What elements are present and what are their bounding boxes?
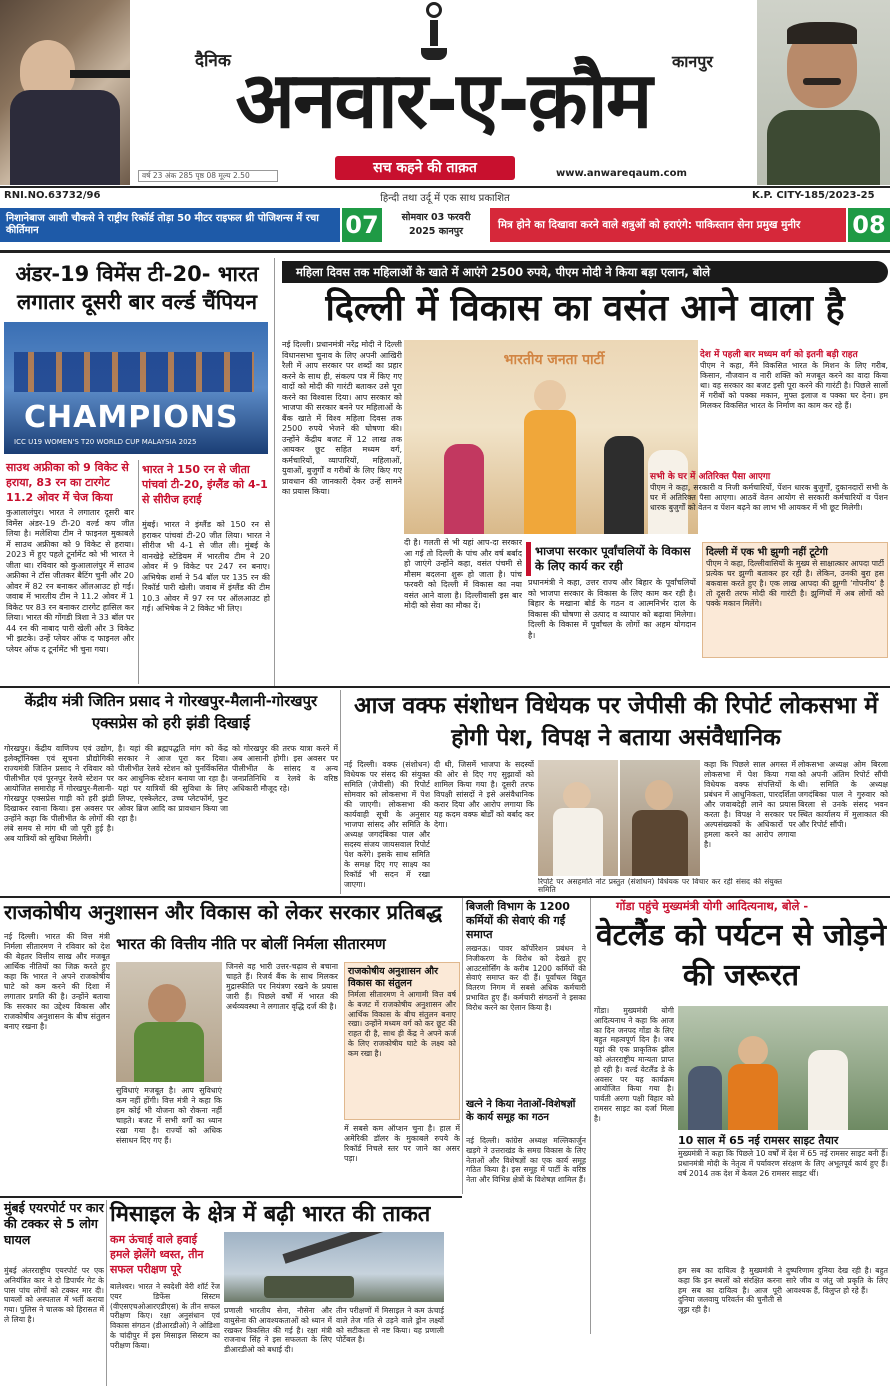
wetland-body: गोंडा। मुख्यमंत्री योगी आदित्यनाथ ने कहा कि आज का दिन जनपद गोंडा के लिए बहुत महत्वपूर्ण दिन है। जब यहां की एक प्राकृतिक झील को अंतरराष्ट्रीय मान्यता प्राप्त हो रही है। वर्ल्ड वेटलैंड डे के अवसर पर यह कार्यक्रम आयोजित किया गया है। पार्वती अरगा पक्षी विहार को रामसर साइट का दर्जा मिला है। <box>594 1006 674 1123</box>
issue-info-strip <box>138 170 278 182</box>
masthead-emblem <box>420 2 448 64</box>
u19-body2: मुंबई। भारत ने इंग्लैंड को 150 रन से हराकर पांचवां टी-20 जीत लिया। भारत ने सीरीज भी 4-1 से जीत ली। मुंबई के वानखेड़े स्टेडियम में भारतीय टीम ने 20 ओवर में 9 विकेट पर 247 रन बनाए। अभिषेक शर्मा ने 54 बॉल पर 135 रन की रिकॉर्ड पारी खेली। जवाब में इंग्लैंड की टीम 10.3 ओवर में 97 रन पर ऑलआउट हो गई। अभिषेक ने 2 विकेट भी लिए। <box>142 520 270 613</box>
waqf-caption: रिपोर्ट पर असहमति नोट प्रस्तुत (संशोधन) विधेयक पर विचार कर रही संसद की संयुक्त समिति <box>538 878 782 894</box>
fiscal-subhead: भारत की वित्तीय नीति पर बोलीं निर्मला सीतारमण <box>116 935 386 953</box>
masthead-tagline: सच कहने की ताक़त <box>335 156 515 180</box>
ramsar-box <box>678 1134 888 1262</box>
mumbai-headline: मुंबई एयरपोर्ट पर कार की टक्कर से 5 लोग घायल <box>4 1200 104 1247</box>
shooter-photo <box>0 0 130 185</box>
middle-class-body: पीएम ने कहा, मैंने विकसित भारत के मिशन के लिए गरीब, किसान, नौजवान व नारी शक्ति को मजबूत करने का वादा किया था। वह सरकार का बजट इसी पूरा करने की गारंटी है। पिछले सालों में गरीबों को पक्का मकान, मुफ्त इलाज व पक्का घर देना। हम मिलकर विकसित भारत के निर्माण का काम कर रहे हैं। <box>700 361 888 410</box>
women-day-kicker <box>282 261 888 283</box>
masthead-rule <box>0 186 890 188</box>
kp-city-number: K.P. CITY-185/2023-25 <box>752 190 875 201</box>
purvanchal-head: भाजपा सरकार पूर्वांचलियों के विकास के लिए कार्य कर रही <box>526 542 698 576</box>
kharge-body: नई दिल्ली। कांग्रेस अध्यक्ष मल्लिकार्जुन खड़गे ने उत्तराखंड के समग्र विकास के लिए नेताओं और विशेषज्ञों का एक कार्य समूह गठित किया है। इस समूह में पार्टी के वरिष्ठ नेता और विभिन्न क्षेत्रों के विशेषज्ञ शामिल हैं। <box>466 1136 586 1185</box>
purvanchal-box <box>526 542 698 658</box>
general-portrait-photo <box>757 0 890 185</box>
masthead-prefix: दैनिक <box>195 51 231 71</box>
jhuggi-box <box>702 542 888 658</box>
fiscal-headline: राजकोषीय अनुशासन और विकास को लेकर सरकार प्रतिबद्ध <box>4 900 443 924</box>
waqf-body3: कहा कि पिछले साल अगस्त में लोकसभा में पेश किया गया विधेयक वक्फ संपत्तियों के प्रबंधन में आधुनिकता, पारदर्शिता और जवाबदेही लाने का प्रयास करता है। विपक्ष ने सरकार पर अल्पसंख्यकों के अधिकारों पर हमला करने का आरोप लगाया है। <box>704 760 796 849</box>
u19-sub1: साउथ अफ्रीका को 9 विकेट से हराया, 83 रन का टारगेट 11.2 ओवर में चेज किया <box>6 461 129 504</box>
waqf-photo-1 <box>538 760 618 876</box>
delhi-body2: दी है। गलती से भी यहां आप-दा सरकार आ गई तो दिल्ली के पांच और वर्ष बर्बाद हो जाएंगे उन्होंने कहा, वसंत पंचमी से मौसम बदलना शुरू हो जाता है। पांच फरवरी को दिल्ली में विकास का नया वसंत आने वाला है। दिल्लीवासी इस बार मोदी को सेवा का मौका दें। <box>404 538 522 610</box>
purvanchal-body: प्रधानमंत्री ने कहा, उत्तर राज्य और बिहार के पूर्वांचलियों को भाजपा सरकार के विकास के लिए काम कर रही है। बिहार के मखाना बोर्ड के गठन व आत्मनिर्भर दाल के विकास की घोषणा से उत्पाद व व्यापार को बढ़ावा मिलेगा। दिल्ली के विकास में पूर्वांचल के लोगों का अहम योगदान है। <box>528 578 696 640</box>
waqf-body4: लोकसभा अध्यक्ष ओम बिरला को अपनी अंतिम रिपोर्ट सौंपी थी। समिति के अध्यक्ष जगदंबिका पाल ने गुरुवार को बिरला से उनके संसद भवन स्थित कार्यालय में मुलाकात की और रिपोर्ट सौंपी। <box>798 760 888 829</box>
ticker-left[interactable] <box>0 208 340 242</box>
website-link[interactable]: www.anwareqaum.com <box>556 168 687 179</box>
ticker-right-num: 08 <box>848 208 890 242</box>
fiscal-box <box>344 962 460 1120</box>
bijli-rule <box>590 898 591 1334</box>
bijli-headline: बिजली विभाग के 1200 कर्मियों की सेवाएं की गईं समाप्त <box>466 900 570 941</box>
gorakhpur-body2: है। यहां की ब्रह्मपद्धति मांग को केंद्र सरकार ने आज पूरा कर दिया। पीलीभीत रेलवे स्टेशन को पुनर्विकसित कर आधुनिक स्टेशन बनाया जा रहा है। यहां पर यात्रियों की सुविधा के लिए लिफ्ट, एस्केलेटर, उच्च प्लेटफॉर्म, फुट ओवर ब्रिज आदि का प्रावधान किया जा रहा है। <box>118 744 228 823</box>
jhuggi-body: पीएम ने कहा, दिल्लीवासियों के मुख्य से साक्षात्कार आपदा पार्टी प्रत्येक घर झुग्गी बताकर हर रही है। लेकिन, उनकी बुरा हस बकवास करते हुए है। एक लाख आपदा की झुग्गी ‘गोपनीय’ है तो दूसरी तरफ मोदी की गारंटी है। झुग्गियों में अब लोगों को पक्के मकान मिलेंगे। <box>706 559 884 608</box>
mumbai-body: मुंबई अंतरराष्ट्रीय एयरपोर्ट पर एक अनियंत्रित कार ने दो डिपार्चर गेट के पास पांच लोगों को टक्कर मार दी। घायलों को अस्पताल में भर्ती कराया गया। पुलिस ने चालक को हिरासत में ले लिया है। <box>4 1266 104 1324</box>
ticker-left-num: 07 <box>342 208 382 242</box>
u19-inner-rule <box>138 460 139 684</box>
waqf-headline: आज वक्फ संशोधन विधेयक पर जेपीसी की रिपोर्ट लोकसभा में होगी पेश, विपक्ष ने बताया असंवैधानिक <box>353 693 879 751</box>
waqf-body: नई दिल्ली। वक्फ (संशोधन) विधेयक पर संसद की संयुक्त समिति (जेपीसी) की रिपोर्ट सोमवार को लोकसभा में पेश की जाएगी। लोकसभा की कार्यवाही सूची के अनुसार भाजपा सांसद और समिति के अध्यक्ष जगदंबिका पाल और सदस्य संजय जायसवाल रिपोर्ट पेश करेंगे। इसके साथ समिति के समक्ष दिए गए साक्ष्य का रिकॉर्ड भी सदन में रखा जाएगा। <box>344 760 430 889</box>
extra-money-body: पीएम ने कहा, सरकारी व निजी कर्मचारियों, पेंशन धारक बुजुर्गों, दुकानदारों सभी के घर में अतिरिक्त पैसा आएगा। आठवें वेतन आयोग से सरकारी कर्मचारियों व पेंशन धारक बुजुर्गों को वेतन व पेंशन बढ़ने का लाभ भी आयकर में भी छूट मिलेगी। <box>650 483 888 512</box>
fiscal-body: नई दिल्ली। भारत की वित्त मंत्री निर्मला सीतारमण ने रविवार को देश की बेहतर वित्तीय साख और मजबूत आर्थिक नीतियों का जिक्र करते हुए कहा कि भारत ने अपने राजकोषीय घाटे को कम करने की दिशा में लगातार प्रगति की है। उन्होंने बताया कि सरकार का उद्देश्य विकास और राजकोषीय अनुशासन के बीच संतुलन बनाए रखना है। <box>4 932 110 1031</box>
ticker-rule <box>0 250 890 253</box>
jhuggi-head: दिल्ली में एक भी झुग्गी नहीं टूटेगी <box>706 547 828 558</box>
u19-column-rule <box>274 258 275 686</box>
fiscal-rule <box>462 898 463 1194</box>
middle-class-head: देश में पहली बार मध्यम वर्ग को इतनी बड़ी राहत <box>700 350 858 360</box>
gorakhpur-headline: केंद्रीय मंत्री जितिन प्रसाद ने गोरखपुर-मैलानी-गोरखपुर एक्सप्रेस को हरी झंडी दिखाई <box>24 692 318 732</box>
masthead-title: अनवार-ए-क़ौम <box>235 56 651 146</box>
gorakhpur-body: गोरखपुर। केंद्रीय वाणिज्य एवं उद्योग, इलेक्ट्रॉनिक्स एवं सूचना प्रौद्योगिकी राज्यमंत्री जितिन प्रसाद ने रविवार को पीलीभीत एवं पूरनपुर रेलवे स्टेशन पर आयोजित समारोह में गोरखपुर-मैलानी-गोरखपुर एक्सप्रेस गाड़ी को हरी झंडी दिखाकर रवाना किया। इस अवसर पर उन्होंने कहा कि पीलीभीत के लोगों की लंबे समय से मांग थी जो पूरी हुई है। अब यात्रियों को सुविधा मिलेगी। <box>4 744 114 843</box>
delhi-body: नई दिल्ली। प्रधानमंत्री नरेंद्र मोदी ने दिल्ली विधानसभा चुनाव के लिए अपनी आखिरी रैली में आप सरकार पर शब्दों का प्रहार करने के साथ ही, संकल्प पत्र में किए गए वादों को मोदी की गारंटी बताकर उसे पूरा करने का विश्वास दिया। आप सरकार को भाजपा की सरकार बनने पर महिलाओं के बैंक खाते में विश्व महिला दिवस तक 2500 रुपये भेजने की घोषणा की। उन्होंने केंद्रीय बजट में 12 लाख तक आयकर छूट सहित मध्यम वर्ग, कर्मचारियों, व्यापारियों, महिलाओं, युवाओं, बुजुर्गों व गरीबों के लिए किए गए प्रावधान की जानकारी देकर उन्हें सामने का प्रयास किया। <box>282 340 402 496</box>
gorakhpur-body3: को गोरखपुर की तरफ यात्रा करने में अब आसानी होगी। इस अवसर पर पीलीभीत के सांसद व अन्य जनप्रतिनिधि व रेलवे के वरिष्ठ अधिकारी मौजूद रहे। <box>232 744 338 793</box>
sub-tagline: हिन्दी तथा उर्दू में एक साथ प्रकाशित <box>380 193 510 204</box>
fiscal-body3: जिनसे वह भारी उत्तर-चढ़ाव से बचाना चाहते हैं। रिजर्व बैंक के साथ मिलकर मुद्रास्फीति पर नियंत्रण रखने के प्रयास जारी हैं। पिछले वर्षों में भारत की अर्थव्यवस्था ने लगातार वृद्धि दर्ज की है। <box>226 962 338 1011</box>
photo-banner: भारतीय जनता पार्टी <box>503 352 605 368</box>
sitharaman-photo <box>116 962 222 1082</box>
waqf-photo-2 <box>620 760 700 876</box>
women-day-kicker-text: महिला दिवस तक महिलाओं के खाते में आएंगे 2500 रुपये, पीएम मोदी ने किया बड़ा एलान, बोले <box>296 264 711 279</box>
masthead-city: कानपुर <box>672 52 713 71</box>
ticker-date-day: सोमवार 03 फरवरी <box>401 212 471 223</box>
fiscal-box-head: राजकोषीय अनुशासन और विकास का संतुलन <box>348 966 438 989</box>
section-rule-1 <box>0 686 890 688</box>
mumbai-rule <box>106 1200 107 1386</box>
champions-subcaption: ICC U19 WOMEN'S T20 WORLD CUP MALAYSIA 2025 <box>14 438 197 446</box>
kharge-headline: खत्ने ने किया नेताओं-विशेषज्ञों के कार्य समूह का गठन <box>466 1099 576 1123</box>
section-rule-3 <box>0 1196 462 1198</box>
ticker-date <box>384 208 488 242</box>
u19-headline: अंडर-19 विमेंस टी-20- भारत लगातार दूसरी बार वर्ल्ड चैंपियन <box>15 262 259 314</box>
middle-class-box <box>700 350 888 468</box>
champions-caption: CHAMPIONS <box>24 400 239 435</box>
u19-sub2: भारत ने 150 रन से जीता पांचवां टी-20, इंग्लैंड को 4-1 से सीरीज हराई <box>142 463 268 506</box>
wetland-body3: हम सब का दायित्व है मुख्यमंत्री ने कहा कि इन स्थलों को संरक्षित करना हम सब का दायित्व है। आज पूरी दुनिया जलवायु परिवर्तन की चुनौती से जूझ रही है। <box>678 1266 782 1315</box>
ramsar-body: मुख्यमंत्री ने कहा कि पिछले 10 वर्षों में देश में 65 नई रामसर साइट बनी हैं। प्रधानमंत्री मोदी के नेतृत्व में पर्यावरण संरक्षण के लिए अभूतपूर्व कार्य हुए हैं। वर्ष 2014 तक देश में केवल 26 रामसर साइट थीं। <box>678 1149 888 1178</box>
ticker-right[interactable] <box>490 208 846 242</box>
missile-body3: तीन परीक्षणों में मिसाइल ने कम ऊंचाई वाले तेज गति से उड़ने वाले ड्रोन लक्ष्यों को सटीकता से नष्ट किया। यह प्रणाली पोर्टेबल है। <box>336 1306 444 1345</box>
rni-number: RNI.NO.63732/96 <box>4 190 101 201</box>
gorakhpur-rule <box>340 690 341 894</box>
missile-headline: मिसाइल के क्षेत्र में बढ़ी भारत की ताकत <box>110 1202 431 1227</box>
extra-money-head: सभी के घर में अतिरिक्त पैसा आएगा <box>650 472 771 482</box>
extra-money-box <box>650 472 888 538</box>
u19-body: कुआलालंपुर। भारत ने लगातार दूसरी बार विमेंस अंडर-19 टी-20 वर्ल्ड कप जीत लिया है। मलेशिया टीम ने फाइनल मुकाबले में साउथ अफ्रीका को 9 विकेट से हराया। 2023 में हुए पहले टूर्नामेंट को भी भारत ने जीता था। रविवार को कुआलालंपुर में साउथ अफ्रीका ने टॉस जीतकर बैटिंग चुनी और 20 ओवर में 82 रन बनाकर ऑलआउट हो गई। जवाब में भारतीय टीम ने 11.2 ओवर में 1 विकेट पर 83 रन बनाकर टारगेट हासिल कर लिया। भारत की गोंगडी त्रिशा ने 33 बॉल पर 44 रन की नाबाद पारी खेली और 3 विकेट भी झटके। उन्हें प्लेयर ऑफ द फाइनल और प्लेयर ऑफ द टूर्नामेंट भी चुना गया। <box>6 508 134 654</box>
issue-info: वर्ष 23 अंक 285 पृष्ठ 08 मूल्य 2.50 <box>142 171 250 180</box>
fiscal-body4: में सबसे कम ऑप्शन चुना है। हाल में अमेरिकी डॉलर के मुकाबले रुपये के रिकॉर्ड निचले स्तर पर जाने का असर पड़ा। <box>344 1124 460 1163</box>
fiscal-body2: सुविधाएं मजबूत है। आप सुविधाएं कम नहीं होंगी। वित्त मंत्री ने कहा कि हम कोई भी योजना को रोकना नहीं चाहते। बजट में सभी वर्गों का ध्यान रखा गया है। राज्यों को अधिक संसाधन दिए गए हैं। <box>116 1086 222 1145</box>
ticker-date-year: 2025 कानपुर <box>408 226 464 237</box>
wetland-body4: दुष्परिणाम दुनिया देख रही है। बहुत सारे जीव व जंतु जो प्रकृति के लिए आवश्यक हैं, विलुप्त हो रहे हैं। <box>786 1266 888 1295</box>
missile-photo <box>224 1232 444 1302</box>
wetland-kicker: गोंडा पहुंचे मुख्यमंत्री योगी आदित्यनाथ, बोले - <box>616 899 809 913</box>
ramsar-head: 10 साल में 65 नई रामसर साइट तैयार <box>678 1134 888 1149</box>
ticker-right-text: मित्र होने का दिखावा करने वाले शत्रुओं को हराएंगे: पाकिस्तान सेना प्रमुख मुनीर <box>498 219 801 231</box>
champions-photo <box>4 322 268 454</box>
bijli-body: लखनऊ। पावर कॉर्पोरेशन प्रबंधन ने निजीकरण के विरोध को देखते हुए आउटसोर्सिंग के करीब 1200 कर्मियों की सेवाएं समाप्त कर दी हैं। पूर्वांचल विद्युत वितरण निगम में सबसे अधिक कर्मचारी प्रभावित हुए हैं। कर्मचारी संगठनों ने इसका विरोध करने का ऐलान किया है। <box>466 944 586 1012</box>
missile-body: बालेश्वर। भारत ने स्वदेशी वेरी शॉर्ट रेंज एयर डिफेंस सिस्टम (वीएसएचओआरएडीएस) के तीन सफल परीक्षण किए। रक्षा अनुसंधान एवं विकास संगठन (डीआरडीओ) ने ओडिशा के चांदीपुर में इस मिसाइल सिस्टम का परीक्षण किया। <box>110 1282 220 1350</box>
delhi-headline: दिल्ली में विकास का वसंत आने वाला है <box>325 288 845 329</box>
ticker-left-text: निशानेबाज आशी चौकसे ने राष्ट्रीय रिकॉर्ड तोड़ा 50 मीटर राइफल थ्री पोजिशन्स में रचा कीर्तिमान <box>6 213 319 236</box>
waqf-body2: दी थी, जिसमें भाजपा के सदस्यों की ओर से दिए गए सुझावों को शामिल किया गया है। दूसरी तरफ विपक्षी सांसदों ने इसे असंवैधानिक करार दिया और आरोप लगाया कि यह कदम वक्फ बोर्डों को बर्बाद कर देगा। <box>434 760 534 829</box>
missile-body2: प्रणाली भारतीय सेना, नौसेना और वायुसेना की आवश्यकताओं को ध्यान में रखकर विकसित की गई है। रक्षा मंत्री राजनाथ सिंह ने इस सफलता के लिए डीआरडीओ को बधाई दी। <box>224 1306 332 1355</box>
missile-subhead: कम ऊंचाई वाले हवाई हमले झेलेंगे ध्वस्त, तीन सफल परीक्षण पूरे <box>110 1233 204 1276</box>
yogi-wetland-photo <box>678 1006 888 1130</box>
fiscal-box-body: निर्मला सीतारमण ने आगामी वित्त वर्ष के बजट में राजकोषीय अनुशासन और आर्थिक विकास के बीच संतुलन बनाए रखा। उन्होंने मध्यम वर्ग को कर छूट की राहत दी है, साथ ही केंद्र ने अपने कर्ज के लिए राजकोषीय घाटे के लक्ष्य को कम रखा है। <box>348 990 456 1058</box>
wetland-headline: वेटलैंड को पर्यटन से जोड़ने की जरूरत <box>596 918 886 993</box>
